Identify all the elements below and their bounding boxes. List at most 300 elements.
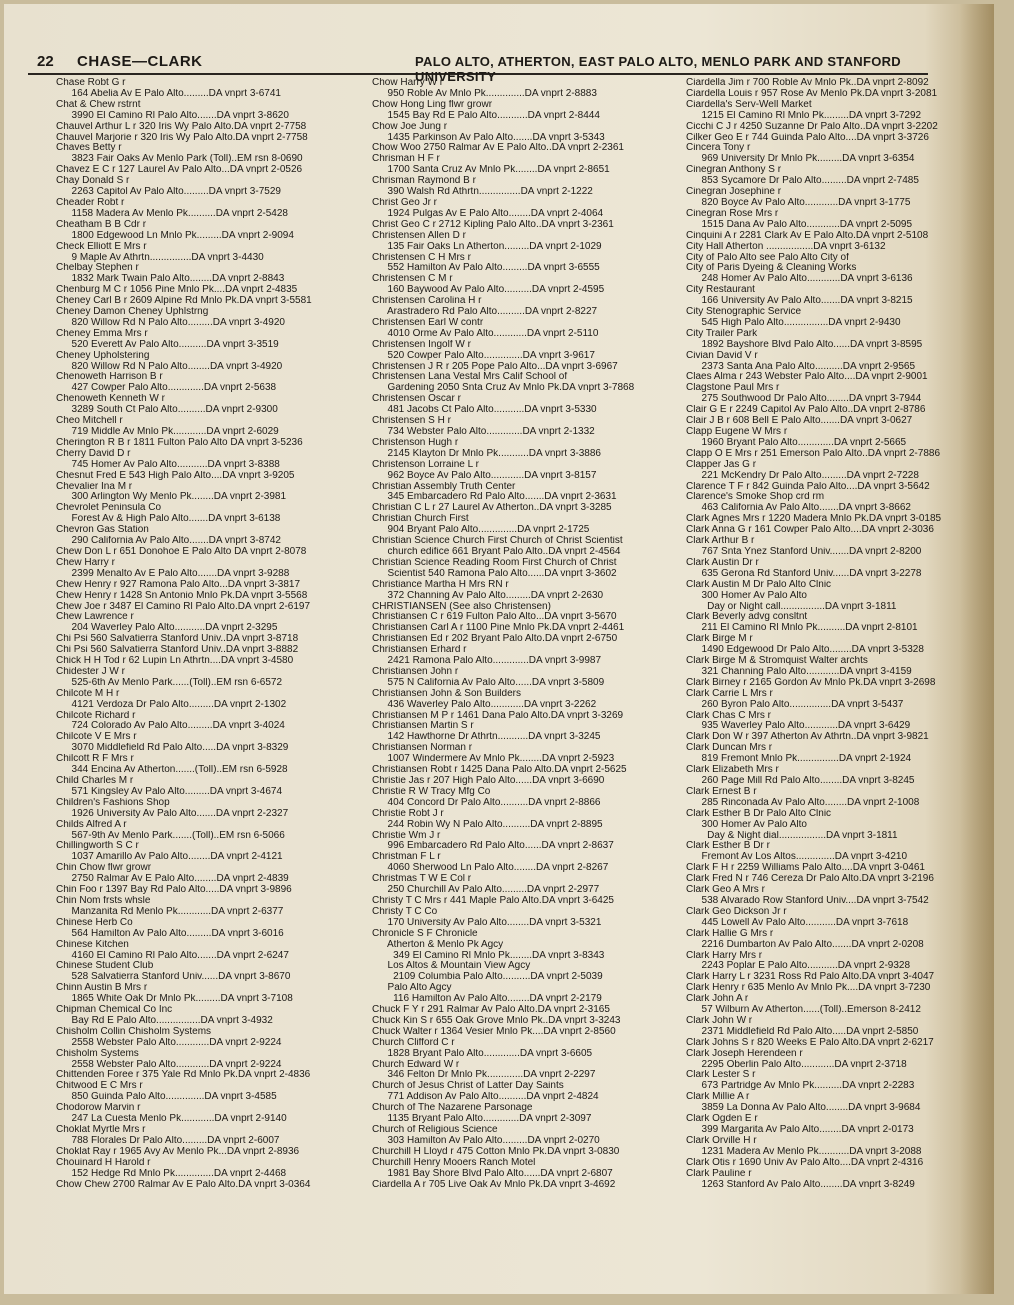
listing-line: Choklat Myrtle Mrs r: [56, 1125, 146, 1135]
listing-line: Clark Duncan Mrs r: [686, 743, 773, 754]
listing-line: 1865 White Oak Dr Mnlo Pk.........DA vnprt 3-7108: [66, 994, 293, 1005]
listing-line: 427 Cowper Palo Alto.............DA vnprt 2-5638: [66, 383, 277, 394]
listing-line: Cheney Upholstering: [56, 350, 150, 361]
listing-line: Chew Henry r 927 Ramona Palo Alto...DA vnprt 3-3817: [56, 579, 301, 590]
listing-line: Chew Lawrence r: [56, 612, 134, 623]
listing-line: 300 Homer Av Palo Alto: [696, 590, 807, 601]
listing-line: Christy T C Mrs r 441 Maple Palo Alto.DA vnprt 3-6425: [372, 895, 614, 906]
listing-line: 538 Alvarado Row Stanford Univ....DA vnprt 3-7542: [696, 895, 929, 906]
listing-line: 904 Bryant Palo Alto..............DA vnprt 2-1725: [382, 525, 590, 536]
listing-line: 2421 Ramona Palo Alto.............DA vnprt 3-9987: [382, 656, 602, 667]
listing-line: Manzanita Rd Menlo Pk............DA vnprt 2-6377: [66, 906, 284, 917]
listing-line: Clark Johns S r 820 Weeks E Palo Alto.DA vnprt 2-6217: [686, 1037, 934, 1048]
listing-line: 820 Willow Rd N Palo Alto........DA vnprt 3-4920: [66, 361, 283, 372]
listing-line: Chenburg M C r 1056 Pine Mnlo Pk....DA vnprt 2-4835: [56, 285, 298, 296]
listing-line: Chin Chow flwr growr: [56, 863, 152, 874]
listing-line: 571 Kingsley Av Palo Alto.........DA vnprt 3-4674: [66, 786, 283, 797]
listing-line: Church of The Nazarene Parsonage: [372, 1103, 533, 1114]
listing-line: 260 Byron Palo Alto...............DA vnprt 3-5437: [696, 699, 904, 710]
listing-line: 1545 Bay Rd E Palo Alto...........DA vnprt 2-8444: [382, 110, 600, 121]
listing-line: 152 Hedge Rd Mnlo Pk..............DA vnprt 2-4468: [66, 1168, 287, 1179]
listing-line: 552 Hamilton Av Palo Alto.........DA vnprt 3-6555: [382, 263, 600, 274]
listing-line: Chay Donald S r: [56, 176, 130, 187]
listing-line: Chitwood E C Mrs r: [56, 1081, 143, 1092]
listing-line: 1892 Bayshore Blvd Palo Alto......DA vnprt 3-8595: [696, 339, 923, 350]
listing-line: 962 Boyce Av Palo Alto............DA vnprt 3-8157: [382, 470, 597, 481]
listing-line: Chi Psi 560 Salvatierra Stanford Univ..DA vnprt 3-8882: [56, 645, 299, 656]
listing-line: 463 California Av Palo Alto.......DA vnprt 3-8662: [696, 503, 911, 514]
page-number: 22: [37, 53, 54, 70]
listing-line: 520 Cowper Palo Alto..............DA vnprt 3-9617: [382, 350, 595, 361]
listing-line: Clark Ogden E r: [686, 1114, 758, 1125]
listing-line: Clark Anna G r 161 Cowper Palo Alto....DA vnprt 2-3036: [686, 525, 934, 536]
listing-line: City Stenographic Service: [686, 307, 802, 318]
listing-line: 204 Waverley Palo Alto...........DA vnprt 2-3295: [66, 623, 278, 634]
listing-line: Clark Elizabeth Mrs r: [686, 765, 779, 776]
listing-line: 564 Hamilton Av Palo Alto.........DA vnprt 3-6016: [66, 928, 284, 939]
listing-line: Clark Arthur B r: [686, 536, 755, 547]
listing-line: Clark Ernest B r: [686, 786, 757, 797]
listing-line: Christman F L r: [372, 852, 441, 863]
listing-line: Clair G E r 2249 Capitol Av Palo Alto..DA vnprt 2-8786: [686, 405, 926, 416]
listing-line: 1158 Madera Av Menlo Pk..........DA vnprt 2-5428: [66, 208, 288, 219]
listing-line: Clair J B r 608 Bell E Palo Alto.......DA vnprt 3-0627: [686, 416, 913, 427]
listing-line: Chavez E C r 127 Laurel Av Palo Alto...DA vnprt 2-0526: [56, 165, 303, 176]
listing-line: 767 Snta Ynez Stanford Univ.......DA vnprt 2-8200: [696, 546, 922, 557]
listing-line: 4010 Orme Av Palo Alto............DA vnprt 2-5110: [382, 328, 599, 339]
listing-line: Chuck Walter r 1364 Vesier Mnlo Pk....DA vnprt 2-8560: [372, 1026, 616, 1037]
directory-column-3: [686, 78, 986, 1190]
listing-line: Gardening 2050 Snta Cruz Av Mnlo Pk.DA vnprt 3-7868: [382, 383, 635, 394]
listing-line: Chew Joe r 3487 El Camino Rl Palo Alto.DA vnprt 2-6197: [56, 601, 311, 612]
listing-line: Chin Foo r 1397 Bay Rd Palo Alto.....DA vnprt 3-9896: [56, 885, 292, 896]
listing-line: Clark Chas C Mrs r: [686, 710, 772, 721]
listing-line: 3859 La Donna Av Palo Alto........DA vnprt 3-9684: [696, 1103, 921, 1114]
listing-line: Clark John A r: [686, 994, 749, 1005]
listing-line: 575 N California Av Palo Alto......DA vnprt 3-5809: [382, 677, 605, 688]
listing-line: Clark Don W r 397 Atherton Av Athrtn..DA vnprt 3-9821: [686, 732, 929, 743]
listing-line: Chuck Kin S r 655 Oak Grove Mnlo Pk..DA vnprt 3-3243: [372, 1015, 621, 1026]
listing-line: Clark Agnes Mrs r 1220 Madera Mnlo Pk.DA vnprt 3-0185: [686, 514, 942, 525]
listing-line: Clark Birge M & Stromquist Walter archts: [686, 656, 868, 667]
listing-line: Christmas T W E Col r: [372, 874, 472, 885]
listing-line: 819 Fremont Mnlo Pk...............DA vnprt 2-1924: [696, 754, 912, 765]
listing-line: 260 Page Mill Rd Palo Alto........DA vnprt 3-8245: [696, 776, 915, 786]
listing-line: 481 Jacobs Ct Palo Alto...........DA vnprt 3-5330: [382, 405, 597, 416]
listing-line: Cilker Geo E r 744 Guinda Palo Alto....DA vnprt 3-3726: [686, 132, 929, 143]
listing-line: 853 Sycamore Dr Palo Alto.........DA vnprt 2-7485: [696, 176, 919, 187]
listing-line: 1037 Amarillo Av Palo Alto........DA vnprt 2-4121: [66, 852, 283, 863]
listing-line: Chick H H Tod r 62 Lupin Ln Athrtn....DA vnprt 3-4580: [56, 656, 294, 667]
listing-line: Bay Rd E Palo Alto................DA vnprt 3-4932: [66, 1015, 273, 1026]
listing-line: Chodorow Marvin r: [56, 1103, 141, 1114]
listing-line: Childs Alfred A r: [56, 819, 127, 830]
listing-line: Christian Science Church First Church of Christ Scientist: [372, 536, 623, 547]
listing-line: Clark Hallie G Mrs r: [686, 928, 774, 939]
listing-line: Christensen Oscar r: [372, 394, 461, 405]
listing-line: 250 Churchill Av Palo Alto.........DA vnprt 2-2977: [382, 885, 600, 896]
listing-line: CHRISTIANSEN (See also Christensen): [372, 601, 551, 612]
listing-line: Cicchi C J r 4250 Suzanne Dr Palo Alto..DA vnprt 3-2202: [686, 121, 938, 132]
region-heading: PALO ALTO, ATHERTON, EAST PALO ALTO, MENLO PARK AND STANFORD UNIVERSITY: [415, 54, 901, 84]
listing-line: 372 Channing Av Palo Alto.........DA vnprt 2-2630: [382, 590, 604, 601]
listing-line: Clark Harry L r 3231 Ross Rd Palo Alto.DA vnprt 3-4047: [686, 972, 935, 983]
listing-line: 1924 Pulgas Av E Palo Alto........DA vnprt 2-4064: [382, 208, 604, 219]
listing-line: Clagstone Paul Mrs r: [686, 383, 780, 394]
listing-line: Cincera Tony r: [686, 143, 751, 154]
listing-line: Christiansen Erhard r: [372, 645, 467, 656]
listing-line: Chow Joe Jung r: [372, 121, 448, 132]
page-title: CHASE—CLARK: [77, 53, 203, 70]
listing-line: Clark Esther B Dr r: [686, 841, 770, 852]
listing-line: 2295 Oberlin Palo Alto............DA vnprt 2-3718: [696, 1059, 907, 1070]
listing-line: Church Edward W r: [372, 1059, 460, 1070]
listing-line: Chinese Student Club: [56, 961, 154, 972]
listing-line: 935 Waverley Palo Alto............DA vnprt 3-6429: [696, 721, 911, 732]
listing-line: Chilcote V E Mrs r: [56, 732, 137, 743]
listing-line: Cinegran Rose Mrs r: [686, 208, 779, 219]
listing-line: Clark Millie A r: [686, 1092, 750, 1103]
listing-line: Chidester J W r: [56, 666, 125, 677]
listing-line: Clark Geo A Mrs r: [686, 885, 765, 896]
listing-line: Clark F H r 2259 Williams Palo Alto....DA vnprt 3-0461: [686, 863, 925, 874]
listing-line: Christenson Lorraine L r: [372, 459, 479, 470]
listing-line: 950 Roble Av Mnlo Pk..............DA vnprt 2-8883: [382, 88, 597, 99]
listing-line: 2371 Middlefield Rd Palo Alto.....DA vnprt 2-5850: [696, 1026, 919, 1037]
listing-line: 820 Willow Rd N Palo Alto.........DA vnprt 3-4920: [66, 317, 285, 328]
listing-line: Clark Harry Mrs r: [686, 950, 763, 961]
listing-line: 390 Walsh Rd Athrtn...............DA vnprt 2-1222: [382, 187, 593, 198]
listing-line: Chuck F Y r 291 Ralmar Av Palo Alto.DA vnprt 2-3165: [372, 1005, 610, 1016]
listing-line: 528 Salvatierra Stanford Univ......DA vnprt 3-8670: [66, 972, 291, 983]
listing-line: Ciardella's Serv-Well Market: [686, 99, 812, 110]
listing-line: Christensen Ingolf W r: [372, 339, 471, 350]
listing-line: Clark Carrie L Mrs r: [686, 688, 773, 699]
listing-line: Chow Chew 2700 Ralmar Av E Palo Alto.DA vnprt 3-0364: [56, 1179, 311, 1190]
listing-line: 300 Homer Av Palo Alto: [696, 819, 807, 830]
listing-line: 321 Channing Palo Alto............DA vnprt 3-4159: [696, 666, 912, 677]
listing-line: Christiansen Robt r 1425 Dana Palo Alto.DA vnprt 2-5625: [372, 765, 627, 776]
listing-line: 1135 Bryant Palo Alto.............DA vnprt 2-3097: [382, 1114, 592, 1125]
listing-line: Cherry David D r: [56, 448, 131, 459]
listing-line: Christensen Earl W contr: [372, 317, 484, 328]
listing-line: Chew Henry r 1428 Sn Antonio Mnlo Pk.DA vnprt 3-5568: [56, 590, 308, 601]
listing-line: Chinese Herb Co: [56, 917, 133, 928]
listing-line: Christensen Carolina H r: [372, 296, 482, 307]
listing-line: Cinegran Josephine r: [686, 187, 782, 198]
listing-line: Churchill Henry Mooers Ranch Motel: [372, 1157, 536, 1168]
listing-line: 788 Florales Dr Palo Alto.........DA vnprt 2-6007: [66, 1135, 280, 1146]
listing-line: 1960 Bryant Palo Alto.............DA vnprt 2-5665: [696, 437, 907, 448]
listing-line: Chin Nom frsts whsle: [56, 895, 151, 906]
listing-line: Chow Woo 2750 Ralmar Av E Palo Alto..DA vnprt 2-2361: [372, 143, 624, 154]
directory-page: [4, 4, 994, 1294]
listing-line: 404 Concord Dr Palo Alto..........DA vnprt 2-8866: [382, 797, 601, 808]
listing-line: 344 Encina Av Atherton.......(Toll)..EM rsn 6-5928: [66, 765, 288, 776]
listing-line: Check Elliott E Mrs r: [56, 241, 147, 252]
listing-line: 2109 Columbia Palo Alto..........DA vnprt 2-5039: [382, 972, 603, 983]
listing-line: Church Clifford C r: [372, 1037, 455, 1048]
listing-line: 635 Gerona Rd Stanford Univ......DA vnprt 3-2278: [696, 568, 922, 579]
listing-line: 4121 Verdoza Dr Palo Alto.........DA vnprt 2-1302: [66, 699, 287, 710]
listing-line: 3823 Fair Oaks Av Menlo Park (Toll)..EM rsn 8-0690: [66, 154, 303, 165]
listing-line: Christie Jas r 207 High Palo Alto......DA vnprt 3-6690: [372, 776, 605, 786]
listing-line: 436 Waverley Palo Alto............DA vnprt 3-2262: [382, 699, 597, 710]
directory-column-2: [372, 78, 672, 1190]
listing-line: Christiansen C r 619 Fulton Palo Alto...DA vnprt 3-5670: [372, 612, 617, 623]
listing-line: Clark Austin M Dr Palo Alto Clnic: [686, 579, 832, 590]
listing-line: Chelbay Stephen r: [56, 263, 139, 274]
listing-line: 300 Arlington Wy Menlo Pk........DA vnprt 2-3981: [66, 492, 287, 503]
listing-line: 244 Robin Wy N Palo Alto..........DA vnprt 2-8895: [382, 819, 603, 830]
listing-line: 969 University Dr Mnlo Pk.........DA vnprt 3-6354: [696, 154, 915, 165]
listing-line: 142 Hawthorne Dr Athrtn...........DA vnprt 3-3245: [382, 732, 601, 743]
listing-line: Cinquini A r 2281 Clark Av E Palo Alto.DA vnprt 2-5108: [686, 230, 929, 241]
listing-line: Claes Alma r 243 Webster Palo Alto....DA vnprt 2-9001: [686, 372, 928, 383]
listing-line: 116 Hamilton Av Palo Alto........DA vnprt 2-2179: [382, 994, 602, 1005]
listing-line: Clark Esther B Dr Palo Alto Clnic: [686, 808, 832, 819]
listing-line: 247 La Cuesta Menlo Pk............DA vnprt 2-9140: [66, 1114, 287, 1125]
listing-line: 285 Rinconada Av Palo Alto........DA vnprt 2-1008: [696, 797, 920, 808]
listing-line: 445 Lowell Av Palo Alto...........DA vnprt 3-7618: [696, 917, 909, 928]
listing-line: Clark Pauline r: [686, 1168, 752, 1179]
listing-line: Chilcote Richard r: [56, 710, 136, 721]
listing-line: 771 Addison Av Palo Alto..........DA vnprt 2-4824: [382, 1092, 599, 1103]
listing-line: 1832 Mark Twain Palo Alto........DA vnprt 2-8843: [66, 274, 285, 285]
listing-line: Child Charles M r: [56, 776, 134, 786]
listing-line: Day & Night dial.................DA vnprt 3-1811: [696, 830, 898, 841]
listing-line: 1981 Bay Shore Blvd Palo Alto......DA vnprt 2-6807: [382, 1168, 613, 1179]
listing-line: 1215 El Camino Rl Mnlo Pk.........DA vnprt 3-7292: [696, 110, 922, 121]
listing-line: Chi Psi 560 Salvatierra Stanford Univ..DA vnprt 3-8718: [56, 634, 299, 645]
listing-line: 57 Wilburn Av Atherton......(Toll)..Emerson 8-2412: [696, 1005, 921, 1016]
listing-line: Cherington R B r 1811 Fulton Palo Alto DA vnprt 3-5236: [56, 437, 303, 448]
listing-line: Chrisman Raymond B r: [372, 176, 476, 187]
listing-line: 719 Middle Av Mnlo Pk............DA vnprt 2-6029: [66, 427, 279, 437]
listing-line: 4160 El Camino Rl Palo Alto.......DA vnprt 2-6247: [66, 950, 289, 961]
listing-line: Christian Science Reading Room First Church of Christ: [372, 557, 617, 568]
listing-line: Clark Orville H r: [686, 1135, 757, 1146]
listing-line: 1263 Stanford Av Palo Alto........DA vnprt 3-8249: [696, 1179, 915, 1190]
listing-line: 166 University Av Palo Alto.......DA vnprt 3-8215: [696, 296, 913, 307]
listing-line: Palo Alto Agcy: [382, 983, 452, 994]
listing-line: Christian Assembly Truth Center: [372, 481, 516, 492]
directory-column-1: [56, 78, 356, 1190]
listing-line: Children's Fashions Shop: [56, 797, 170, 808]
listing-line: Forest Av & High Palo Alto.......DA vnprt 3-6138: [66, 514, 281, 525]
listing-line: Chenoweth Kenneth W r: [56, 394, 165, 405]
listing-line: Christie R W Tracy Mfg Co: [372, 786, 491, 797]
listing-line: 996 Embarcadero Rd Palo Alto......DA vnprt 2-8637: [382, 841, 614, 852]
listing-line: Clapp O E Mrs r 251 Emerson Palo Alto..DA vnprt 2-7886: [686, 448, 941, 459]
listing-line: Clapper Jas G r: [686, 459, 757, 470]
listing-line: 850 Guinda Palo Alto..............DA vnprt 3-4585: [66, 1092, 277, 1103]
listing-line: 745 Homer Av Palo Alto...........DA vnprt 3-8388: [66, 459, 280, 470]
listing-line: Arastradero Rd Palo Alto..........DA vnprt 2-8227: [382, 307, 598, 318]
listing-line: 1800 Edgewood Ln Mnlo Pk.........DA vnprt 2-9094: [66, 230, 294, 241]
listing-line: Clark John W r: [686, 1015, 753, 1026]
listing-line: 567-9th Av Menlo Park.......(Toll)..EM rsn 6-5066: [66, 830, 285, 841]
listing-line: Chaves Betty r: [56, 143, 122, 154]
listing-line: Chilcott R F Mrs r: [56, 754, 134, 765]
listing-line: Chinese Kitchen: [56, 939, 129, 950]
listing-line: 4060 Sherwood Ln Palo Alto........DA vnprt 2-8267: [382, 863, 609, 874]
listing-line: Clark Joseph Herendeen r: [686, 1048, 803, 1059]
listing-line: Cheney Carl B r 2609 Alpine Rd Mnlo Pk.DA vnprt 3-5581: [56, 296, 312, 307]
listing-line: City Restaurant: [686, 285, 755, 296]
listing-line: Los Altos & Mountain View Agcy: [382, 961, 531, 972]
listing-line: 290 California Av Palo Alto.......DA vnprt 3-8742: [66, 536, 281, 547]
listing-line: Christy T C Co: [372, 906, 438, 917]
listing-line: Day or Night call................DA vnprt 3-1811: [696, 601, 897, 612]
listing-line: Clark Geo Dickson Jr r: [686, 906, 787, 917]
listing-line: Chouinard H Harold r: [56, 1157, 151, 1168]
listing-line: Christian Church First: [372, 514, 469, 525]
listing-line: 170 University Av Palo Alto........DA vnprt 3-5321: [382, 917, 602, 928]
listing-line: Clark Beverly advg consltnt: [686, 612, 808, 623]
listing-line: Chevrolet Peninsula Co: [56, 503, 162, 514]
listing-line: Chenoweth Harrison B r: [56, 372, 163, 383]
listing-line: 346 Felton Dr Mnlo Pk.............DA vnprt 2-2297: [382, 1070, 596, 1081]
listing-line: 1435 Parkinson Av Palo Alto.......DA vnprt 3-5343: [382, 132, 605, 143]
listing-line: Churchill H Lloyd r 475 Cotton Mnlo Pk.DA vnprt 3-0830: [372, 1146, 620, 1157]
listing-line: Christenson Hugh r: [372, 437, 459, 448]
listing-line: Chittenden Foree r 375 Yale Rd Mnlo Pk.DA vnprt 2-4836: [56, 1070, 311, 1081]
listing-line: 724 Colorado Av Palo Alto.........DA vnprt 3-4024: [66, 721, 285, 732]
listing-line: Chinn Austin B Mrs r: [56, 983, 148, 994]
listing-line: Church of Religious Science: [372, 1125, 498, 1135]
listing-line: City Trailer Park: [686, 328, 758, 339]
listing-line: 545 High Palo Alto................DA vnprt 2-9430: [696, 317, 901, 328]
listing-line: Clarence T F r 842 Guinda Palo Alto....DA vnprt 3-5642: [686, 481, 930, 492]
listing-line: 3289 South Ct Palo Alto..........DA vnprt 2-9300: [66, 405, 278, 416]
listing-line: Christensen Allen D r: [372, 230, 466, 241]
listing-line: Chevalier Ina M r: [56, 481, 133, 492]
listing-line: 135 Fair Oaks Ln Atherton.........DA vnprt 2-1029: [382, 241, 602, 252]
listing-line: City of Palo Alto see Palo Alto City of: [686, 252, 849, 263]
listing-line: 9 Maple Av Athrtn...............DA vnprt 3-4430: [66, 252, 264, 263]
listing-line: 2373 Santa Ana Palo Alto..........DA vnprt 2-9565: [696, 361, 916, 372]
listing-line: 1700 Santa Cruz Av Mnlo Pk........DA vnprt 2-8651: [382, 165, 610, 176]
listing-line: Chow Hong Ling flwr growr: [372, 99, 493, 110]
listing-line: Clapp Eugene W Mrs r: [686, 427, 788, 437]
listing-line: Chronicle S F Chronicle: [372, 928, 478, 939]
listing-line: Chase Robt G r: [56, 78, 126, 88]
listing-line: City of Paris Dyeing & Cleaning Works: [686, 263, 857, 274]
listing-line: Christ Geo Jr r: [372, 197, 438, 208]
listing-line: Ciardella A r 705 Live Oak Av Mnlo Pk.DA vnprt 3-4692: [372, 1179, 616, 1190]
listing-line: 248 Homer Av Palo Alto............DA vnprt 3-6136: [696, 274, 913, 285]
listing-line: Christensen S H r: [372, 416, 451, 427]
listing-line: 221 McKendry Dr Palo Alto.........DA vnprt 2-7228: [696, 470, 919, 481]
listing-line: 2558 Webster Palo Alto............DA vnprt 2-9224: [66, 1059, 282, 1070]
listing-line: Chipman Chemical Co Inc: [56, 1005, 173, 1016]
listing-line: Christian C L r 27 Laurel Av Atherton..DA vnprt 3-3285: [372, 503, 612, 514]
listing-line: Chevron Gas Station: [56, 525, 149, 536]
listing-line: Fremont Av Los Altos..............DA vnprt 3-4210: [696, 852, 908, 863]
listing-line: Christiansen Ed r 202 Bryant Palo Alto.DA vnprt 2-6750: [372, 634, 618, 645]
listing-line: Clark Fred N r 746 Cereza Dr Palo Alto.DA vnprt 3-2196: [686, 874, 934, 885]
listing-line: Chauvel Arthur L r 320 Iris Wy Palo Alto.DA vnprt 2-7758: [56, 121, 307, 132]
listing-line: Clark Henry r 635 Menlo Av Mnlo Pk....DA vnprt 3-7230: [686, 983, 931, 994]
listing-line: Christensen C H Mrs r: [372, 252, 471, 263]
listing-line: 734 Webster Palo Alto.............DA vnprt 2-1332: [382, 427, 595, 437]
listing-line: Clark Birney r 2165 Gordon Av Mnlo Pk.DA vnprt 3-2698: [686, 677, 936, 688]
listing-line: 1231 Madera Av Menlo Pk...........DA vnprt 3-2088: [696, 1146, 922, 1157]
listing-line: Christie Robt J r: [372, 808, 444, 819]
listing-line: Chew Don L r 651 Donohoe E Palo Alto DA vnprt 2-8078: [56, 546, 307, 557]
listing-line: Christensen C M r: [372, 274, 453, 285]
listing-line: 525-6th Av Menlo Park......(Toll)..EM rsn 6-6572: [66, 677, 283, 688]
listing-line: Christensen J R r 205 Pope Palo Alto...DA vnprt 3-6967: [372, 361, 618, 372]
listing-line: Christiansen Carl A r 1100 Pine Mnlo Pk.DA vnprt 2-4461: [372, 623, 625, 634]
listing-line: Clark Lester S r: [686, 1070, 756, 1081]
listing-line: 1007 Windermere Av Mnlo Pk........DA vnprt 2-5923: [382, 754, 615, 765]
listing-line: Cheatham B B Cdr r: [56, 219, 147, 230]
listing-line: Ciardella Louis r 957 Rose Av Menlo Pk.DA vnprt 3-2081: [686, 88, 938, 99]
listing-line: 2145 Klayton Dr Mnlo Pk...........DA vnprt 3-3886: [382, 448, 601, 459]
listing-line: 1515 Dana Av Palo Alto............DA vnprt 2-5095: [696, 219, 913, 230]
listing-line: Atherton & Menlo Pk Agcy: [382, 939, 504, 950]
listing-line: Chauvel Marjorie r 320 Iris Wy Palo Alto.DA vnprt 2-7758: [56, 132, 308, 143]
listing-line: Cheader Robt r: [56, 197, 125, 208]
listing-line: Civian David V r: [686, 350, 758, 361]
listing-line: 2558 Webster Palo Alto............DA vnprt 2-9224: [66, 1037, 282, 1048]
listing-line: Christiansen Norman r: [372, 743, 473, 754]
listing-line: 3070 Middlefield Rd Palo Alto.....DA vnprt 3-8329: [66, 743, 289, 754]
listing-line: Cheney Damon Cheney Uphlstrng: [56, 307, 209, 318]
listing-line: 303 Hamilton Av Palo Alto.........DA vnprt 2-0270: [382, 1135, 600, 1146]
listing-line: Chrisman H F r: [372, 154, 440, 165]
listing-line: Scientist 540 Ramona Palo Alto......DA vnprt 3-3602: [382, 568, 617, 579]
listing-line: 520 Everett Av Palo Alto..........DA vnprt 3-3519: [66, 339, 279, 350]
listing-line: 399 Margarita Av Palo Alto........DA vnprt 2-0173: [696, 1125, 914, 1135]
listing-line: 211 El Camino Rl Mnlo Pk..........DA vnprt 2-8101: [696, 623, 918, 634]
listing-line: 345 Embarcadero Rd Palo Alto.......DA vnprt 2-3631: [382, 492, 617, 503]
listing-line: Chew Harry r: [56, 557, 115, 568]
listing-line: Ciardella Jim r 700 Roble Av Mnlo Pk..DA vnprt 2-8092: [686, 78, 929, 88]
listing-line: Chat & Chew rstrnt: [56, 99, 141, 110]
listing-line: 275 Southwood Dr Palo Alto........DA vnprt 3-7944: [696, 394, 922, 405]
listing-line: Chisholm Collin Chisholm Systems: [56, 1026, 212, 1037]
listing-line: Church of Jesus Christ of Latter Day Saints: [372, 1081, 564, 1092]
listing-line: Chillingworth S C r: [56, 841, 139, 852]
listing-line: 160 Baywood Av Palo Alto..........DA vnprt 2-4595: [382, 285, 605, 296]
listing-line: church edifice 661 Bryant Palo Alto..DA vnprt 2-4564: [382, 546, 621, 557]
listing-line: 2750 Ralmar Av E Palo Alto........DA vnprt 2-4839: [66, 874, 289, 885]
listing-line: 2243 Poplar E Palo Alto...........DA vnprt 2-9328: [696, 961, 911, 972]
listing-line: 1490 Edgewood Dr Palo Alto........DA vnprt 3-5328: [696, 645, 924, 656]
listing-line: Chisholm Systems: [56, 1048, 139, 1059]
listing-line: Cheo Mitchell r: [56, 416, 123, 427]
listing-line: 2263 Capitol Av Palo Alto.........DA vnprt 3-7529: [66, 187, 281, 198]
listing-line: 349 El Camino Rl Mnlo Pk........DA vnprt 3-8343: [382, 950, 605, 961]
listing-line: Christensen Lana Vestal Mrs Calif School of: [372, 372, 568, 383]
listing-line: 164 Abelia Av E Palo Alto.........DA vnprt 3-6741: [66, 88, 281, 99]
listing-line: 3990 El Camino Rl Palo Alto.......DA vnprt 3-8620: [66, 110, 289, 121]
listing-line: Cheney Emma Mrs r: [56, 328, 148, 339]
listing-line: Chilcote M H r: [56, 688, 120, 699]
listing-line: 2216 Dumbarton Av Palo Alto.......DA vnprt 2-0208: [696, 939, 924, 950]
listing-line: Christiansen John r: [372, 666, 459, 677]
listing-line: 2399 Menalto Av E Palo Alto.......DA vnprt 3-9288: [66, 568, 290, 579]
listing-line: Clarence's Smoke Shop crd rm: [686, 492, 825, 503]
listing-line: Clark Birge M r: [686, 634, 753, 645]
listing-line: Chow Harry W r: [372, 78, 444, 88]
listing-line: Clark Austin Dr r: [686, 557, 759, 568]
page-edge-shadow: [960, 4, 994, 1294]
listing-line: Cinegran Anthony S r: [686, 165, 782, 176]
